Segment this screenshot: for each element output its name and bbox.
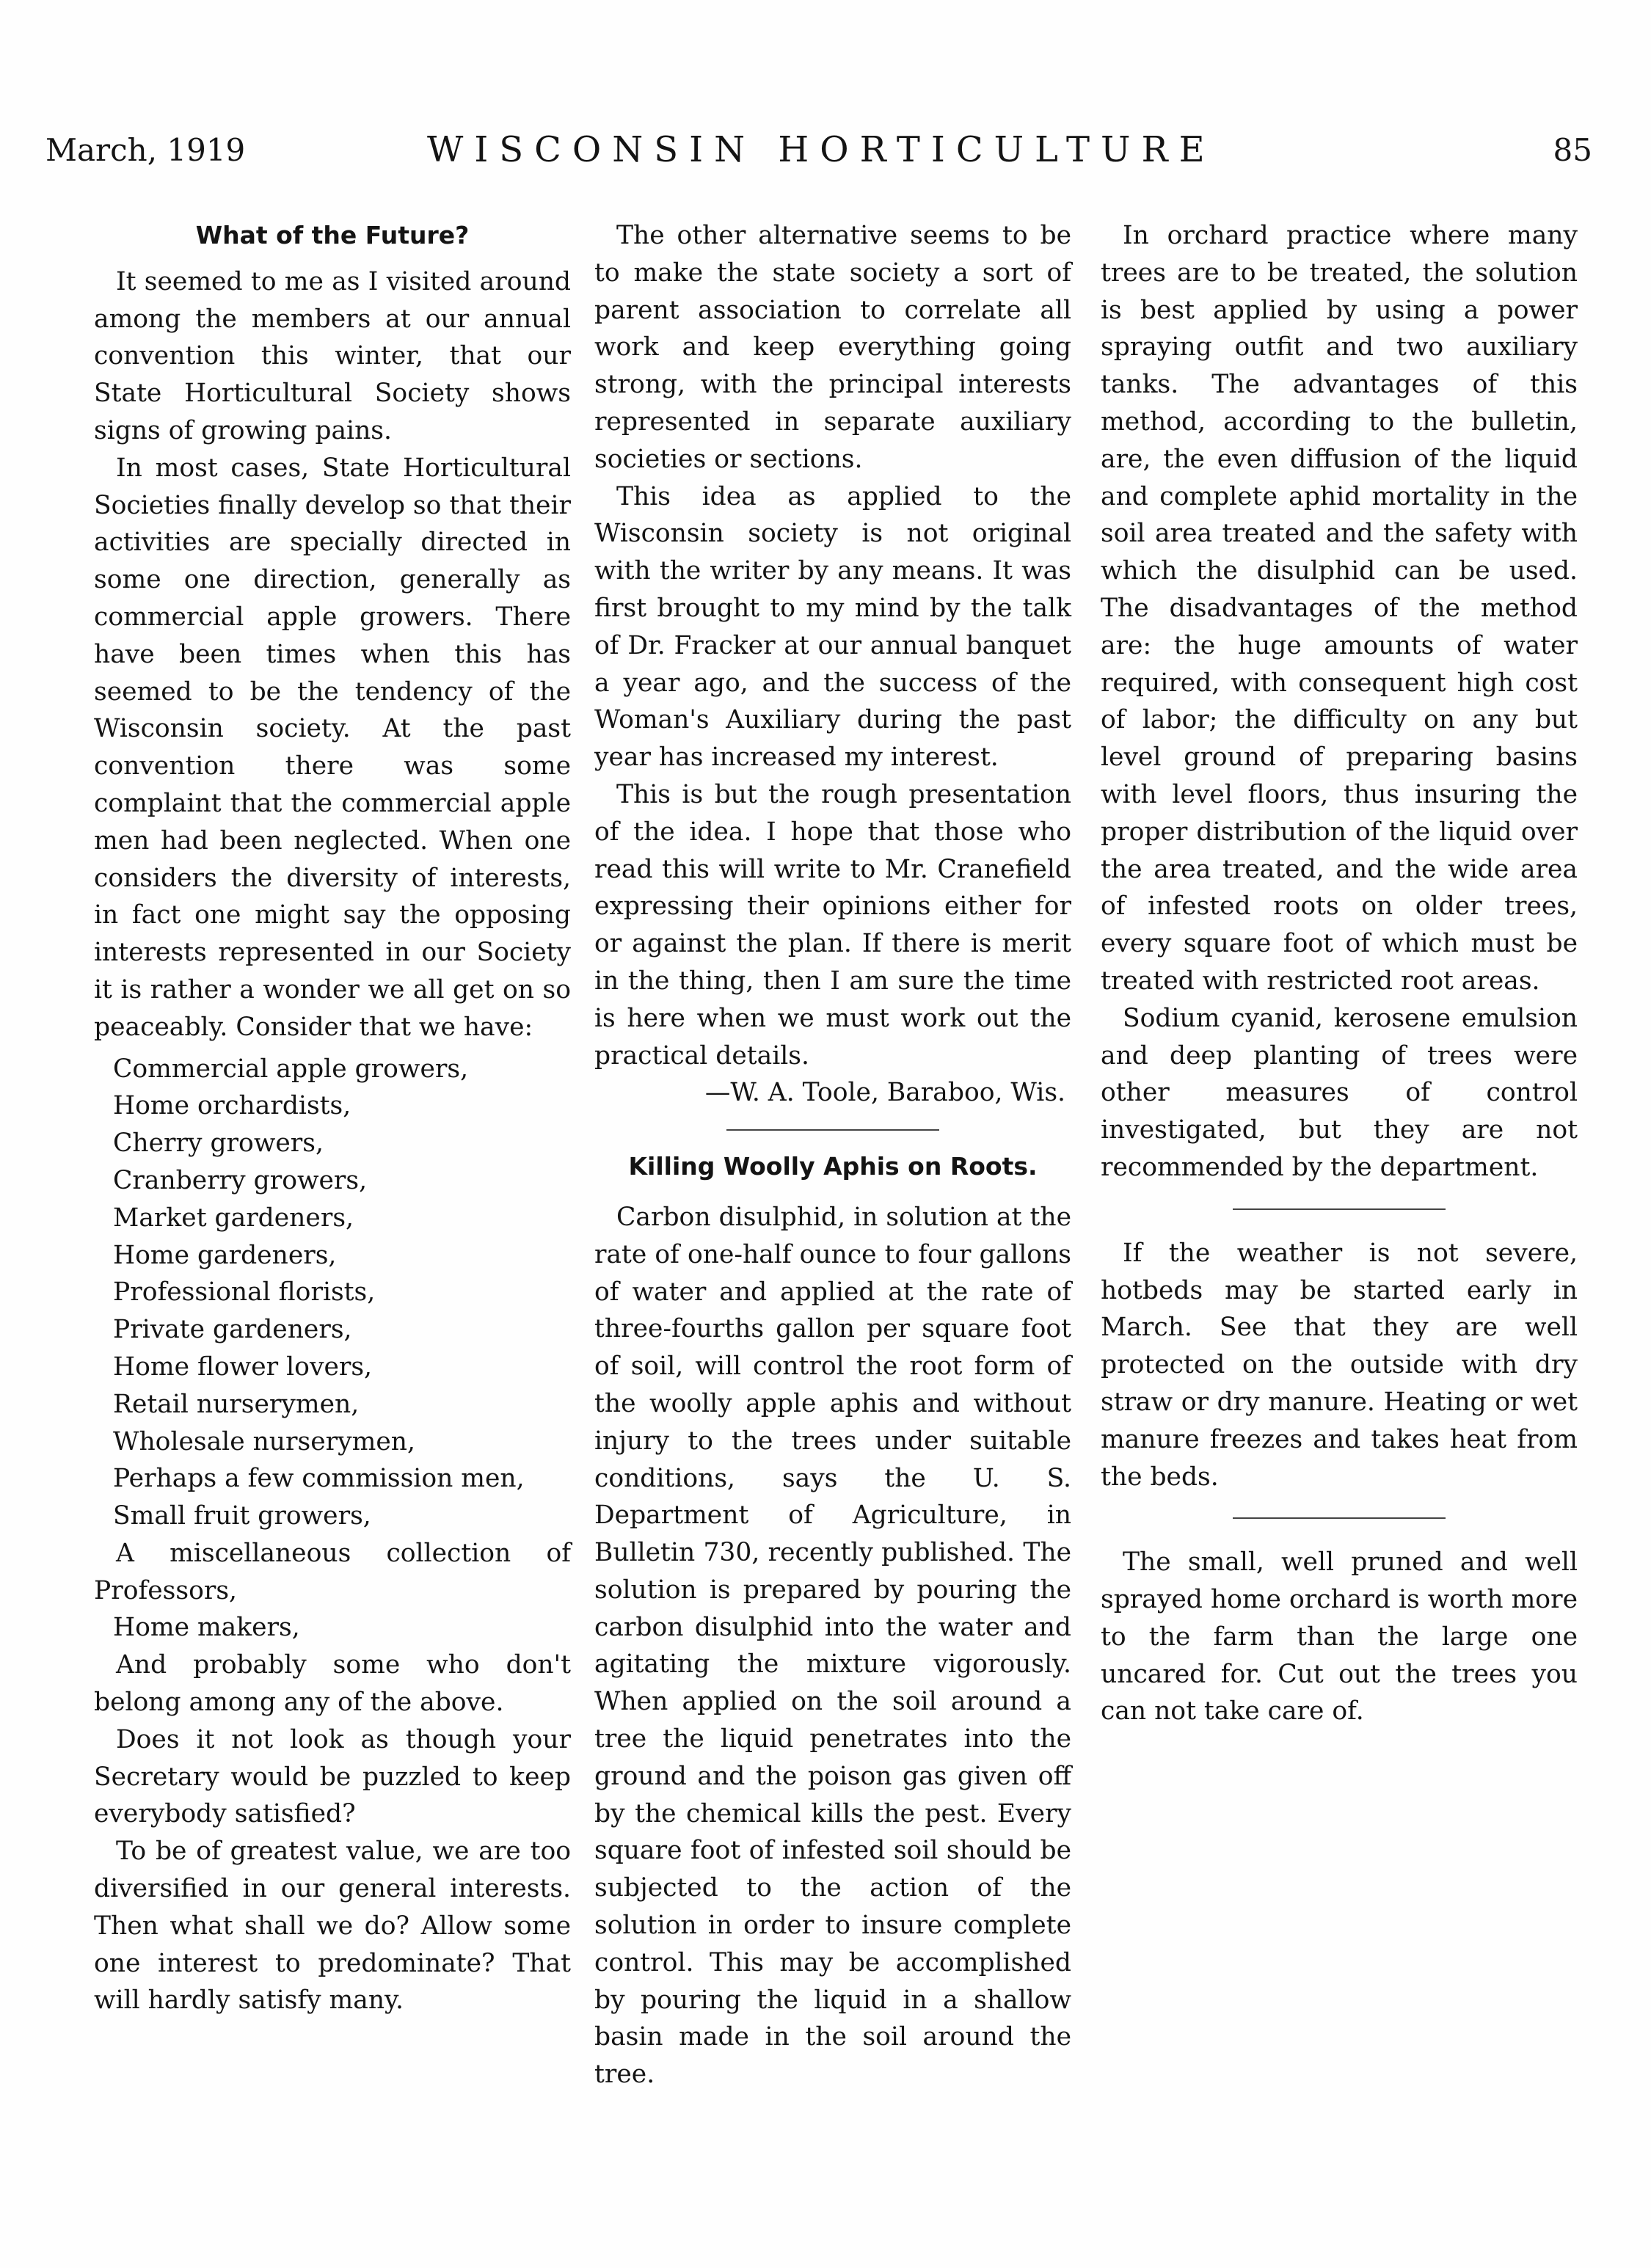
issue-date: March, 1919 bbox=[45, 132, 246, 168]
page-number: 85 bbox=[1553, 132, 1592, 168]
section-divider bbox=[1233, 1208, 1446, 1210]
list-item: Private gardeners, bbox=[113, 1315, 352, 1345]
list-item: Cranberry growers, bbox=[113, 1165, 368, 1195]
list-item: Home makers, bbox=[113, 1613, 300, 1643]
list-item: Wholesale nurserymen, bbox=[113, 1426, 415, 1456]
author-signature: —W. A. Toole, Baraboo, Wis. bbox=[704, 1078, 1065, 1108]
future-paragraph-4: To be of greatest value, we are too diversified in our general interests. Then what shall we do? Allow some one interest to predominate? That will hardly satisfy many. bbox=[94, 1837, 571, 2016]
future-paragraph-2: In most cases, State Horticultural Societies finally develop so that their activities are specially directed in some one direction, generally as commercial apple growers. There have been times when this has seemed to be the tendency of the Wisconsin society. At the past convention there was some complaint that the commercial apple men had been neglected. When one considers the diversity of interests, in fact one might say the opposing interests represented in our Society it is rather a wonder we all get on so peaceably. Consider that we have: bbox=[94, 453, 571, 1042]
future-misc-collection: A miscellaneous collection of Professors, bbox=[94, 1538, 571, 1605]
list-item: Small fruit growers, bbox=[113, 1501, 371, 1531]
orchard-paragraph: The small, well pruned and well sprayed home orchard is worth more to the farm than the large one uncared for. Cut out the trees you can not take care of. bbox=[1101, 1547, 1578, 1726]
future-paragraph-3: Does it not look as though your Secretary would be puzzled to keep everybody satisfied? bbox=[94, 1724, 571, 1829]
member-type-list bbox=[94, 1051, 571, 1535]
future-paragraph-6: This idea as applied to the Wisconsin society is not original with the writer by any means. It was first brought to my mind by the talk of Dr. Fracker at our annual banquet a year ago, and the success of the Woman's Auxiliary during the past year has increased my interest. bbox=[594, 481, 1071, 773]
aphis-paragraph-2: In orchard practice where many trees are to be treated, the solution is best applied by using a power spraying outfit and two auxiliary tanks. The advantages of this method, according to the bulletin, are, the even diffusion of the liquid and complete aphid mortality in the soil area treated and the safety with which the disulphid can be used. The disadvantages of the method are: the huge amounts of water required, with consequent high cost of labor; the difficulty on any but level ground of preparing basins with level floors, thus insuring the proper distribution of the liquid over the area treated, and the wide area of infested roots on older trees, every square foot of which must be treated with restricted root areas. bbox=[1101, 221, 1578, 996]
section-divider bbox=[726, 1129, 939, 1131]
list-item: Commercial apple growers, bbox=[113, 1054, 469, 1084]
list-item: Perhaps a few commission men, bbox=[113, 1464, 525, 1494]
list-item: Home flower lovers, bbox=[113, 1352, 373, 1382]
article-heading-aphis: Killing Woolly Aphis on Roots. bbox=[628, 1152, 1038, 1181]
future-paragraph-7: This is but the rough presentation of the idea. I hope that those who read this will write to Mr. Cranefield expressing their opinions either for or against the plan. If there is merit in the thing, then I am sure the time is here when we must work out the practical details. bbox=[594, 779, 1071, 1071]
future-paragraph-probably: And probably some who don't belong among any of the above. bbox=[94, 1650, 571, 1718]
aphis-paragraph-3: Sodium cyanid, kerosene emulsion and deep planting of trees were other measures of control investigated, but they are not recommended by the department. bbox=[1101, 1003, 1578, 1182]
list-item: Retail nurserymen, bbox=[113, 1389, 360, 1419]
future-paragraph-1: It seemed to me as I visited around among the members at our annual convention this winter, that our State Horticultural Society shows signs of growing pains. bbox=[94, 266, 571, 445]
column-2 bbox=[594, 217, 1071, 2090]
member-type-list-cont bbox=[94, 1609, 571, 1647]
publication-title: WISCONSIN HORTICULTURE bbox=[427, 129, 1216, 170]
section-divider bbox=[1233, 1517, 1446, 1519]
page-header bbox=[45, 129, 1592, 183]
column-1 bbox=[94, 217, 571, 2016]
article-heading-future: What of the Future? bbox=[195, 221, 470, 249]
aphis-paragraph-1: Carbon disulphid, in solution at the rate of one-half ounce to four gallons of water and applied at the rate of three-fourths gallon per square foot of soil, will control the root form of the woolly apple aphis and without injury to the trees under suitable conditions, says the U. S. Department of Agriculture, in Bulletin 730, recently published. The solution is prepared by pouring the carbon disulphid into the water and agitating the mixture vigorously. When applied on the soil around a tree the liquid penetrates into the ground and the poison gas given off by the chemical kills the pest. Every square foot of infested soil should be subjected to the action of the solution in order to insure complete control. This may be accomplished by pouring the liquid in a shallow basin made in the soil around the tree. bbox=[594, 1202, 1071, 2090]
list-item: Home gardeners, bbox=[113, 1240, 337, 1270]
column-3 bbox=[1101, 217, 1578, 1730]
list-item: Market gardeners, bbox=[113, 1203, 354, 1233]
hotbeds-paragraph: If the weather is not severe, hotbeds may be started early in March. See that they are well protected on the outside with dry straw or dry manure. Heating or wet manure freezes and takes heat from the beds. bbox=[1101, 1238, 1578, 1492]
list-item: Cherry growers, bbox=[113, 1128, 324, 1159]
list-item: Professional florists, bbox=[113, 1277, 376, 1308]
future-paragraph-5: The other alternative seems to be to make the state society a sort of parent association to correlate all work and keep everything going strong, with the principal interests represented in separate auxiliary societies or sections. bbox=[594, 221, 1071, 474]
list-item: Home orchardists, bbox=[113, 1091, 351, 1121]
